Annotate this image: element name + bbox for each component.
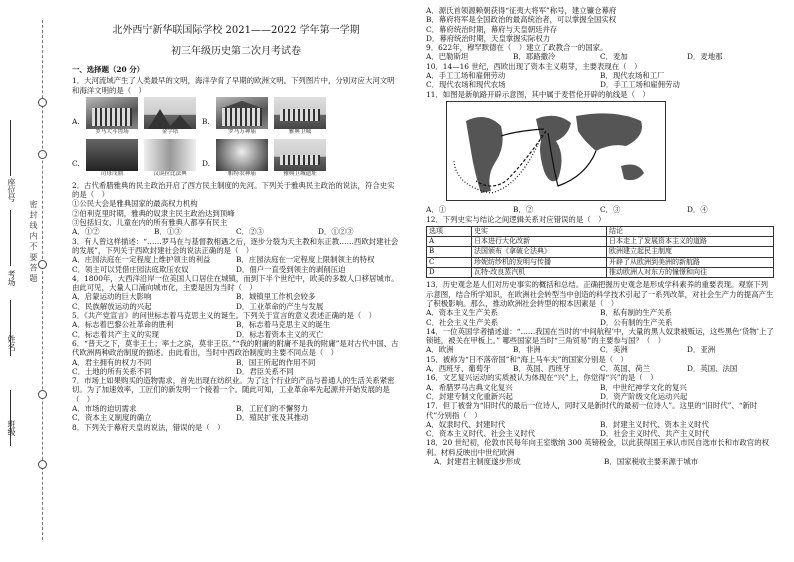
q13-options [426, 308, 774, 317]
option[interactable]: A．手工工场和雇佣劳动 [426, 71, 506, 81]
option[interactable]: A．巴勒斯坦 [426, 52, 469, 62]
q3-options [72, 265, 400, 274]
question-4: 4．1800年，大西洋沿岸一位美国人口居住在城镇，而到下半个世纪中，欧美的多数人口移居城市。由此可见，大量人口涌向城市化，主要是因为当时（ ） [72, 273, 399, 293]
option[interactable]: B．私有制的生产关系 [600, 308, 672, 318]
table-row [427, 257, 774, 267]
image-caption: 金字塔 [161, 128, 179, 135]
q2-statement: ③包括妇女、儿童在内的所有雅典人都享有民主 [72, 218, 228, 228]
option[interactable]: B．庄园法庭在一定程度上限制领主的特权 [236, 255, 375, 265]
q8-option[interactable]: C．幕府统治时期，幕府与天皇朝廷并存 [426, 24, 558, 34]
option[interactable]: D．殖民扩张及其推动 [236, 413, 309, 423]
option[interactable]: C．社会主义生产关系 [426, 317, 499, 327]
image-caption: 罗马大斗兽场 [95, 128, 129, 135]
table-cell: 推动欧洲人对东方的憧憬和向往 [607, 268, 774, 278]
q17-options [426, 429, 774, 438]
option[interactable]: B．耶路撒冷 [513, 52, 556, 62]
binding-margin [0, 0, 62, 562]
q12-table [426, 226, 774, 278]
option[interactable]: B．标志着马克思主义的诞生 [236, 320, 331, 330]
table-cell: 开辟了从欧洲到美洲的新航路 [607, 257, 774, 267]
image-caption: 雅典卫城 [288, 128, 312, 135]
table-cell: A [427, 237, 472, 247]
option[interactable]: D．亚洲 [687, 345, 716, 355]
q1-option-b-label: B. [202, 116, 210, 126]
option[interactable]: D．麦地那 [687, 52, 723, 62]
table-header: 选项 [427, 226, 472, 236]
q15-options [426, 364, 774, 373]
option[interactable]: C．现代农场和现代农场 [426, 80, 506, 90]
table-cell: 珍妮纺纱机的发明与传播 [472, 257, 607, 267]
binding-hole [38, 98, 47, 107]
option[interactable]: B．城镇里工作机会较多 [236, 292, 316, 302]
seat-number-label: 座位号 [7, 178, 16, 202]
table-row [427, 237, 774, 247]
option[interactable]: D．④ [687, 205, 708, 215]
q9-options [426, 52, 774, 61]
q1-image [216, 97, 268, 137]
option[interactable]: A．①② [72, 227, 100, 237]
option[interactable]: C．领主可以凭借庄园法庭欺压农奴 [72, 264, 189, 274]
table-header-row [427, 226, 774, 236]
option[interactable]: A．启蒙运动的巨大影响 [72, 292, 152, 302]
q1-image [86, 139, 138, 179]
name-label: 姓名 [7, 335, 16, 351]
binding-hole [38, 260, 47, 269]
option[interactable]: B．国王所起的作用不同 [236, 357, 316, 367]
table-cell: 日本走上了发展资本主义的道路 [607, 237, 774, 247]
table-cell: B [427, 247, 472, 257]
q1-image [144, 139, 196, 179]
option[interactable]: C．资本主义制度的确立 [72, 413, 152, 423]
q7-options [72, 404, 400, 413]
binding-hole [38, 390, 47, 399]
option[interactable]: B．非洲 [513, 345, 541, 355]
question-9: 9．622年，穆罕默德在（ ）建立了政教合一的国家。 [426, 43, 608, 53]
option[interactable]: A．市场的迫切需求 [72, 404, 137, 414]
image-caption: 汉谟拉比法典 [153, 170, 187, 177]
q4-options [72, 292, 400, 301]
question-12: 12．下列史实与结论之间逻辑关系对应错误的是（ ） [426, 214, 606, 224]
option[interactable]: A．奴隶时代、封建时代 [426, 419, 506, 429]
q1-image-row-2 [72, 139, 400, 179]
option[interactable]: B．中世纪神学文化的复兴 [600, 382, 687, 392]
table-cell: 日本进行大化改新 [472, 237, 607, 247]
q8-option[interactable]: D．幕府统治时期，天皇掌握实际权力 [426, 33, 551, 43]
option[interactable]: C．②③ [236, 227, 264, 237]
question-11: 11．如图是新航路开辟示意图，其中属于麦哲伦开辟的航线是（ ） [426, 89, 650, 99]
question-5: 5．《共产党宣言》的问世标志着马克思主义的诞生。下列关于宣言的意义表述正确的是（ ） [72, 311, 377, 321]
q10-options [426, 71, 774, 80]
binding-hole [38, 150, 47, 159]
q14-options [426, 345, 774, 354]
question-13: 13．历史观念是人们对历史事实的概括和总结。正确把握历史观念是形成学科素养的重要表现。观察下列示意图，结合所学知识，在欧洲社会转型当中创造的科学技术引起了一系列改革，对社会生产力的提高产生了积极影响。那么，推动欧洲社会转型的根本因素是（ ） [426, 280, 774, 308]
option[interactable]: B．①③ [154, 227, 182, 237]
question-3: 3．有人曾这样描述：“……罗马在与基督教相遇之后，逐步分裂为天主教和东正教……西欧封建社会的发展”，下列关于西欧封建社会的说法正确的是（ ） [72, 236, 399, 255]
question-14: 14．一位英国学者描述道：“……我国在当时的‘中间航程’中，大量的黑人奴隶被贩运，这些黑色‘货物’上了锁链，被关在甲板上。” 哪些国家是当时“三角贸易”的主要参与国？（ ） [426, 326, 774, 346]
image-caption: 罗马万神庙 [228, 128, 256, 135]
table-row [427, 268, 774, 278]
right-column [426, 6, 774, 466]
class-label: 班级 [7, 420, 16, 436]
q7-options [72, 413, 400, 422]
question-2: 2．古代希腊雅典的民主政治开启了西方民主制度的先河。下列关于雅典民主政治的说法，符合史实的是（ ） [72, 180, 395, 200]
question-6: 6．“普天之下，莫非王土；率土之滨，莫非王臣。”“我的附庸的附庸不是我的附庸”是对古代中国、古代欧洲两种政治制度的描述。由此看出，当时中西政治制度的主要不同点是（ ） [72, 338, 399, 358]
option[interactable]: A．资本主义生产关系 [426, 308, 498, 318]
q13-options [426, 318, 774, 327]
q2-statement: ②伯利克里时期，雅典的奴隶主民主政治达到顶峰 [72, 208, 235, 218]
table-row [427, 247, 774, 257]
option[interactable]: D．①②③ [318, 227, 354, 237]
q2-statement: ①公民大会是雅典国家的最高权力机构 [72, 199, 198, 209]
q6-options [72, 367, 400, 376]
table-cell: 瓦特·改良蒸汽机 [472, 268, 607, 278]
option[interactable]: A．封建君主制度遂步形成 [434, 456, 521, 466]
q18-options [426, 457, 774, 466]
q17-options [426, 420, 774, 429]
q8-option[interactable]: B．幕府将军是全国政治的最高统治者，可以掌握全国实权 [426, 15, 617, 25]
option[interactable]: A．君主拥有的权力不同 [72, 357, 152, 367]
q1-image [86, 97, 138, 137]
option[interactable]: A．希腊罗马古典文化复兴 [426, 382, 513, 392]
table-cell: 法国颁布《拿破仑法典》 [472, 247, 607, 257]
option[interactable]: B．工匠们的不懈努力 [236, 404, 308, 414]
exam-school-title: 北外西宁新华联国际学校 2021——2022 学年第一学期 [112, 25, 360, 36]
option[interactable]: D．佃户一直受到领主的剥削压迫 [236, 264, 346, 274]
q4-options [72, 302, 400, 311]
option[interactable]: D．资产阶级文化运动兴起 [600, 391, 688, 401]
table-cell: 欧洲建立起民主制度 [607, 247, 774, 257]
exam-room-label: 考场 [7, 270, 16, 286]
question-8: 8．下列关于幕府天皇的说法，错误的是（ ） [72, 422, 225, 432]
new-sea-routes-map [446, 101, 666, 201]
question-18: 18．20 世纪初，伦敦市民每年向王室缴纳 300 英镑税金，以此获得国王承认市民自选市长和市政官的权利。材料反映出中世纪欧洲 [426, 438, 769, 457]
q1-image [216, 139, 268, 179]
q1-option-c-label: C. [72, 158, 80, 168]
image-caption: 司母戊鼎 [100, 170, 124, 177]
q8-option[interactable]: A．源氏首领源赖朝获得“征夷大将军”称号，建立镰仓幕府 [426, 6, 617, 15]
q1-option-d-label: D. [202, 158, 211, 168]
q16-options [426, 383, 774, 392]
question-1: 1．大河流域产生了人类最早的文明，海洋孕育了早期的欧洲文明。下列图片中，分别对应大河文明和海洋文明的是（ ） [72, 76, 395, 95]
option[interactable]: B．国家税收主要来源于城市 [604, 456, 699, 466]
option[interactable]: A．欧洲 [426, 345, 454, 355]
option[interactable]: C．标志着共产主义的实现 [72, 329, 159, 339]
name-line[interactable] [10, 300, 11, 356]
option[interactable]: C．麦加 [600, 52, 628, 62]
option[interactable]: D．公有制的生产关系 [600, 317, 673, 327]
seal-line-notice: 密 封 线 内 不 要 答 题 [29, 200, 38, 282]
table-header: 结论 [607, 226, 774, 236]
exam-title: 初三年级历史第二次月考试卷 [171, 46, 301, 57]
seat-number-line[interactable] [10, 120, 11, 176]
option[interactable]: A．庄园法庭在一定程度上维护领主的利益 [72, 255, 211, 265]
option[interactable]: C．土地的所有关系不同 [72, 366, 152, 376]
option[interactable]: B．封建主义时代、资本主义时代 [600, 419, 709, 429]
option[interactable]: C．民族解放运动的兴起 [72, 301, 152, 311]
option[interactable]: A．标志着巴黎公社革命的胜利 [72, 320, 174, 330]
table-header: 史实 [472, 226, 607, 236]
binding-hole [38, 460, 47, 469]
option[interactable]: D．手工工场和雇佣劳动 [600, 80, 680, 90]
option[interactable]: C．美洲 [600, 345, 628, 355]
option[interactable]: C．英国、荷兰 [600, 364, 650, 374]
option[interactable]: B．② [513, 205, 534, 215]
q1-image [144, 97, 196, 137]
left-column [72, 0, 400, 432]
option[interactable]: C．③ [600, 205, 621, 215]
q1-image-row-1 [72, 97, 400, 137]
question-17: 17．但丁被誉为“旧时代的最后一位诗人，同时又是新时代的最初一位诗人”。这里的“旧时代”、“新时代”分别指（ ） [426, 401, 758, 420]
q11-options [426, 205, 774, 214]
q2-options [72, 227, 400, 236]
option[interactable]: C．资本主义时代、社会主义时代 [426, 429, 536, 439]
option[interactable]: A．① [426, 205, 447, 215]
q5-options [72, 320, 400, 329]
question-7: 7．市场上如果购买的造物需求，首先出现在纺织业。为了这个行业的产品与普通人的生活关系紧密切。为了加速效率，工匠们的新发明一个接着一个。随此可知，工业革命率先起源并开始发展的是（ ） [72, 376, 395, 404]
option[interactable]: D．社会主义时代、共产主义时代 [600, 429, 710, 439]
class-line[interactable] [10, 390, 11, 446]
option[interactable]: D．君臣关系不同 [236, 366, 294, 376]
option[interactable]: B．现代农场和工厂 [600, 71, 665, 81]
question-15: 15．被称为“日不落帝国”和“海上马车夫”的国家分别是（ ） [426, 354, 628, 364]
table-cell: C [427, 257, 472, 267]
image-caption: 雅典卫城遗址 [283, 170, 317, 177]
exam-room-line[interactable] [10, 210, 11, 266]
q1-image [274, 139, 326, 179]
q5-options [72, 330, 400, 339]
image-caption: 帕特农神庙 [228, 170, 256, 177]
table-cell: D [427, 268, 472, 278]
q1-option-a-label: A. [72, 116, 80, 126]
question-16: 16．文艺复兴运动的实质被认为体现在“兴”上，你觉得“兴”的是（ ） [426, 373, 658, 383]
q3-options [72, 255, 400, 264]
question-10: 10．14—16 世纪，西欧出现了资本主义萌芽，主要表现在（ ） [426, 61, 642, 71]
option[interactable]: D．标志着资本主义的灭亡 [236, 329, 324, 339]
q6-options [72, 358, 400, 367]
section-heading: 一、选择题（20 分） [72, 65, 144, 74]
option[interactable]: A．西班牙、葡萄牙 [426, 364, 491, 374]
option[interactable]: C．封建专制文化重新兴起 [426, 391, 513, 401]
q10-options [426, 80, 774, 89]
option[interactable]: D．工业革命的产生与发展 [236, 301, 324, 311]
q1-image [274, 97, 326, 137]
q16-options [426, 392, 774, 401]
option[interactable]: D．英国、法国 [687, 364, 738, 374]
option[interactable]: B．英国、西班牙 [513, 364, 571, 374]
